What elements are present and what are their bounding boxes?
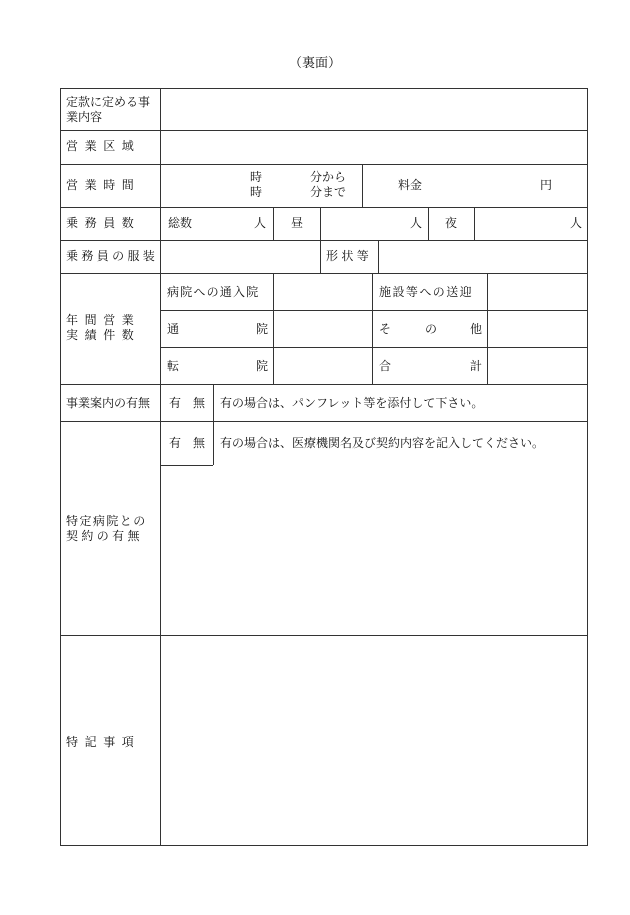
annual-record-label-2: 実績件数 xyxy=(66,328,141,342)
brochure-note: 有の場合は、パンフレット等を添付して下さい。 xyxy=(220,396,484,410)
cell-divider xyxy=(428,207,429,240)
hospital-commute-label: 病院への通入院 xyxy=(167,285,260,299)
crew-night-unit: 人 xyxy=(570,216,583,230)
row-divider xyxy=(60,164,588,165)
cell-divider xyxy=(160,465,213,466)
cell-divider xyxy=(378,240,379,273)
crew-day-label: 昼 xyxy=(291,216,304,230)
brochure-label: 事業案内の有無 xyxy=(66,396,151,410)
business-area-label: 営業区域 xyxy=(66,139,141,153)
other-char-2: の xyxy=(425,322,438,336)
brochure-yes-no: 有 無 xyxy=(169,396,206,410)
cell-divider xyxy=(273,207,274,240)
business-content-label-1: 定款に定める事 xyxy=(66,95,151,109)
row-divider xyxy=(60,207,588,208)
form-table xyxy=(60,88,588,846)
hours-hour-1: 時 xyxy=(250,170,263,184)
crew-total-unit: 人 xyxy=(254,216,267,230)
cell-divider xyxy=(487,273,488,384)
crew-count-label: 乗務員数 xyxy=(66,216,141,230)
fee-label: 料金 xyxy=(398,178,423,192)
outpatient-char-2: 院 xyxy=(256,322,269,336)
transfer-char-1: 転 xyxy=(167,359,180,373)
special-notes-label: 特記事項 xyxy=(66,735,141,749)
facility-transfer-label: 施設等への送迎 xyxy=(379,285,474,299)
total-char-2: 計 xyxy=(470,359,483,373)
cell-divider xyxy=(474,207,475,240)
row-divider xyxy=(60,384,588,385)
total-char-1: 合 xyxy=(379,359,392,373)
page-title: （裏面） xyxy=(288,56,341,71)
annual-record-label-1: 年間営業 xyxy=(66,313,141,327)
yen-unit: 円 xyxy=(540,178,553,192)
hospital-contract-label-1: 特定病院との xyxy=(66,514,147,528)
hours-minute-from: 分から xyxy=(310,170,347,184)
hospital-contract-label-2: 契約の有無 xyxy=(66,529,143,543)
cell-divider xyxy=(372,273,373,384)
row-divider xyxy=(60,421,588,422)
cell-divider xyxy=(213,384,214,421)
label-column-divider xyxy=(160,88,161,846)
row-divider xyxy=(60,635,588,636)
crew-total-label: 総数 xyxy=(168,216,193,230)
cell-divider xyxy=(320,240,321,273)
transfer-char-2: 院 xyxy=(256,359,269,373)
other-char-3: 他 xyxy=(470,322,483,336)
other-char-1: そ xyxy=(379,322,392,336)
hours-minute-to: 分まで xyxy=(310,185,347,199)
cell-divider xyxy=(213,421,214,465)
hours-hour-2: 時 xyxy=(250,185,263,199)
row-divider xyxy=(60,240,588,241)
row-divider xyxy=(60,273,588,274)
hospital-contract-note: 有の場合は、医療機関名及び契約内容を記入してください。 xyxy=(220,436,545,450)
crew-uniform-label: 乗務員の服装 xyxy=(66,249,159,263)
sub-row-divider xyxy=(160,310,588,311)
cell-divider xyxy=(273,273,274,384)
business-content-label-2: 業内容 xyxy=(66,110,103,124)
crew-night-label: 夜 xyxy=(445,216,458,230)
cell-divider xyxy=(320,207,321,240)
uniform-shape-label: 形状等 xyxy=(326,249,373,263)
cell-divider xyxy=(362,164,363,207)
hospital-contract-yes-no: 有 無 xyxy=(169,436,206,450)
business-hours-label: 営業時間 xyxy=(66,178,141,192)
outpatient-char-1: 通 xyxy=(167,322,180,336)
row-divider xyxy=(60,130,588,131)
sub-row-divider xyxy=(160,347,588,348)
crew-day-unit: 人 xyxy=(410,216,423,230)
